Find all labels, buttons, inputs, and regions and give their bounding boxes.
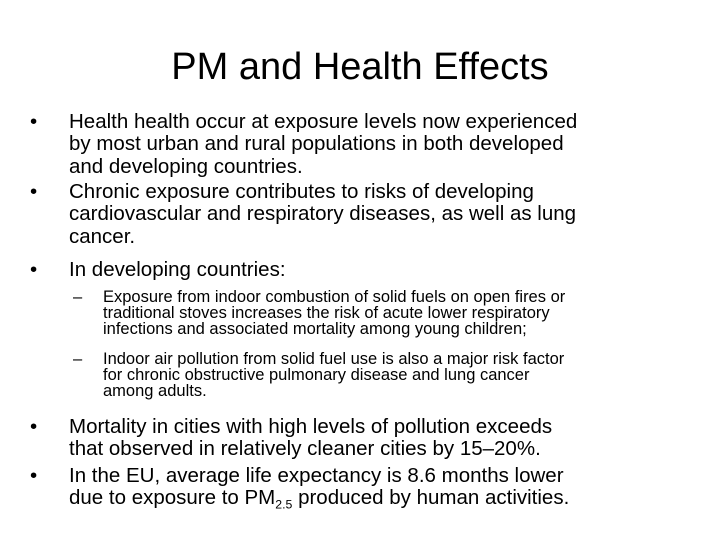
bullet-line: by most urban and rural populations in both developed [69, 132, 564, 156]
bullet-marker: • [30, 258, 38, 281]
subbullet-item [73, 351, 693, 400]
bullet-marker: • [30, 415, 38, 438]
bullet-item [30, 181, 690, 248]
bullet-line-part: produced by human activities. [292, 486, 570, 510]
bullet-line: In the EU, average life expectancy is 8.6 months lower [69, 464, 564, 487]
subscript-value: 2.5 [275, 497, 293, 512]
bullet-item [30, 111, 690, 178]
slide-title: PM and Health Effects [171, 46, 549, 88]
bullet-line: In developing countries: [69, 258, 286, 281]
bullet-item [30, 465, 690, 510]
subbullet-line: Indoor air pollution from solid fuel use is also a major risk factor [103, 350, 565, 368]
bullet-marker: • [30, 110, 38, 133]
bullet-line: cardiovascular and respiratory diseases, as well as lung [69, 202, 577, 226]
dash-marker: – [73, 350, 83, 368]
bullet-item [30, 416, 690, 461]
bullet-line-part: due to exposure to PM [69, 486, 276, 510]
bullet-line: Mortality in cities with high levels of pollution exceeds [69, 415, 553, 438]
bullet-line: Health health occur at exposure levels now experienced [69, 110, 578, 133]
subbullet-item [73, 289, 693, 338]
subbullet-line: traditional stoves increases the risk of acute lower respiratory [103, 304, 550, 323]
bullet-line: that observed in relatively cleaner cities by 15–20%. [69, 437, 541, 461]
subbullet-line: Exposure from indoor combustion of solid fuels on open fires or [103, 288, 566, 306]
subbullet-line: infections and associated mortality among young children; [103, 320, 527, 339]
bullet-marker: • [30, 464, 38, 487]
subbullet-line: among adults. [103, 382, 207, 401]
dash-marker: – [73, 288, 83, 306]
bullet-line: cancer. [69, 224, 136, 248]
bullet-line: Chronic exposure contributes to risks of developing [69, 180, 534, 203]
subbullet-line: for chronic obstructive pulmonary disease and lung cancer [103, 366, 530, 385]
bullet-item [30, 259, 690, 281]
bullet-line: and developing countries. [69, 154, 303, 178]
bullet-line-with-subscript [69, 486, 690, 512]
bullet-marker: • [30, 180, 38, 203]
